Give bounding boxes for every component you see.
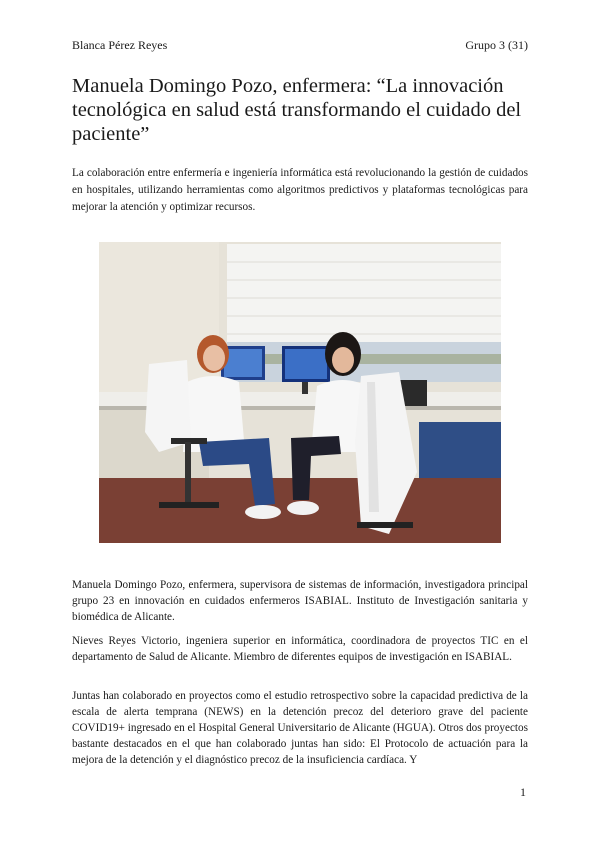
page-number: 1 <box>520 785 526 799</box>
header-group: Grupo 3 (31) <box>465 38 528 52</box>
article-photo <box>99 242 501 543</box>
paragraph-projects: Juntas han colaborado en proyectos como el estudio retrospectivo sobre la capacidad predictiva de la escala de alerta temprana (NEWS) en la detención precoz del deterioro grave del paciente COVID19+ ingresado en el Hospital General Universitario de Alicante (HGUA). Otros dos proyectos bastante destacados en el que han colaborado juntas han sido: El Protocolo de actuación para la mejora de la detención y el diagnóstico precoz de la insuficiencia cardíaca. Y <box>72 690 528 766</box>
paragraph-manuela: Manuela Domingo Pozo, enfermera, supervisora de sistemas de información, investigadora principal grupo 23 en innovación en cuidados enfermeros ISABIAL. Instituto de Investigación sanitaria y biomédica de Alicante. <box>72 579 528 623</box>
office-photo-illustration <box>99 242 501 543</box>
article-lead: La colaboración entre enfermería e ingeniería informática está revolucionando la gestión de cuidados en hospitales, utilizando herramientas como algoritmos predictivos y plataformas tecnológicas para mejorar la atención y optimizar recursos. <box>72 167 528 213</box>
paragraph-nieves: Nieves Reyes Victorio, ingeniera superior en informática, coordinadora de proyectos TIC en el departamento de Salud de Alicante. Miembro de diferentes equipos de investigación en ISABIAL. <box>72 635 528 663</box>
article-title: Manuela Domingo Pozo, enfermera: “La innovación tecnológica en salud está transformando el cuidado del paciente” <box>72 75 522 145</box>
header-author: Blanca Pérez Reyes <box>72 38 168 52</box>
